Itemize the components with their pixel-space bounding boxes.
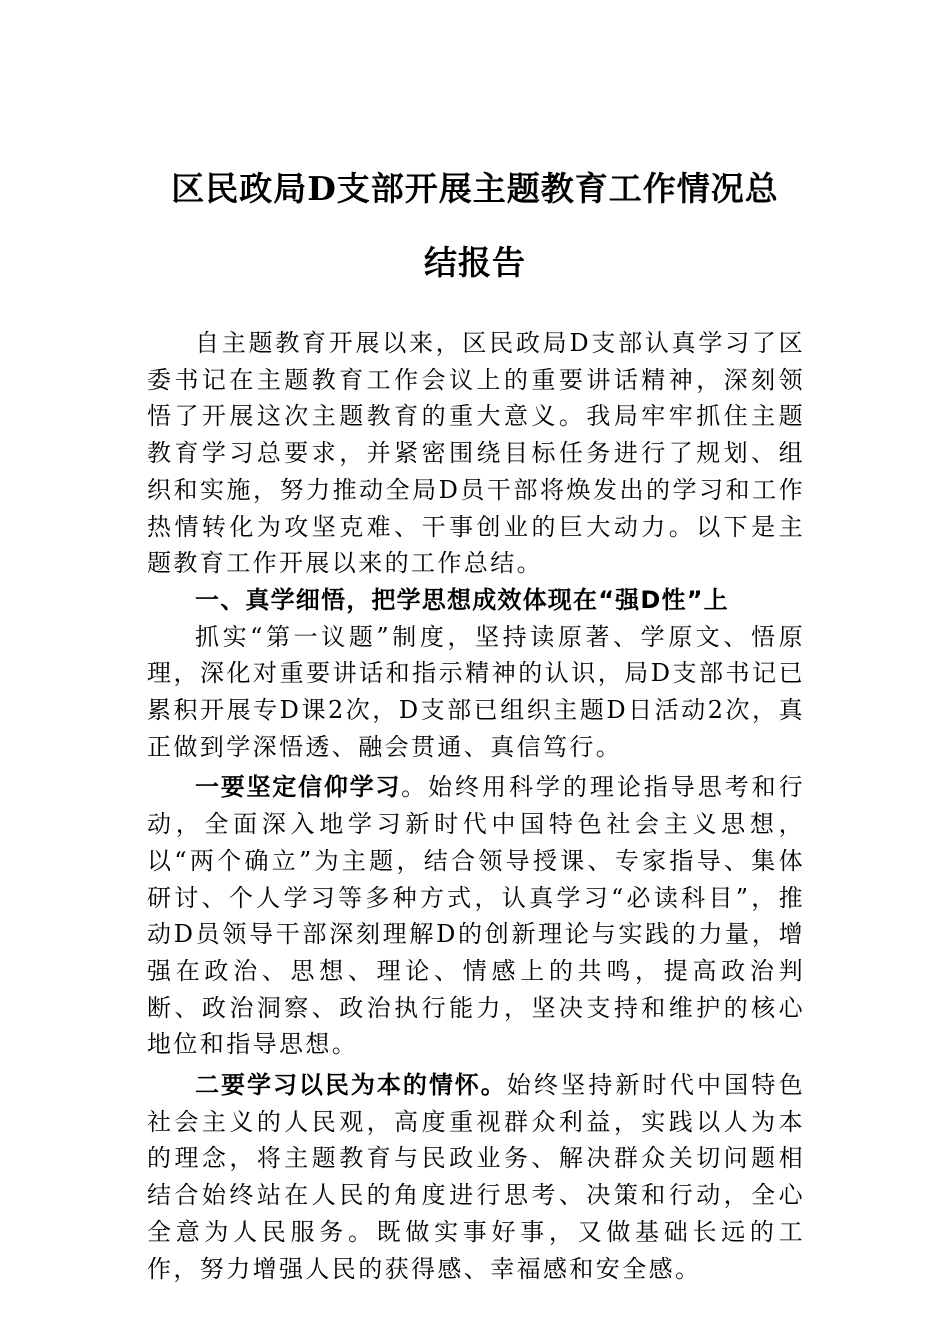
section-1-paragraph: 抓实“第一议题”制度，坚持读原著、学原文、悟原理，深化对重要讲话和指示精神的认识，局D支部书记已累积开展专D课2次，D支部已组织主题D日活动2次，真正做到学深悟透、融会贯通、真信笃行。 (147, 622, 805, 761)
item-1-paragraph (147, 769, 805, 1063)
item-2-lead: 二要学习以民为本的情怀。 (195, 1071, 507, 1100)
title-line-1: 区民政局D支部开展主题教育工作情况总 (171, 169, 779, 208)
intro-paragraph: 自主题教育开展以来，区民政局D支部认真学习了区委书记在主题教育工作会议上的重要讲话精神，深刻领悟了开展这次主题教育的重大意义。我局牢牢抓住主题教育学习总要求，并紧密围绕目标任务进行了规划、组织和实施，努力推动全局D员干部将焕发出的学习和工作热情转化为攻坚克难、干事创业的巨大动力。以下是主题教育工作开展以来的工作总结。 (147, 329, 805, 578)
title-line-2: 结报告 (424, 243, 526, 282)
item-1-text: 。始终用科学的理论指导思考和行动，全面深入地学习新时代中国特色社会主义思想，以“两个确立”为主题，结合领导授课、专家指导、集体研讨、个人学习等多种方式，认真学习“必读科目”，推动D员领导干部深刻理解D的创新理论与实践的力量，增强在政治、思想、理论、情感上的共鸣，提高政治判断、政治洞察、政治执行能力，坚决支持和维护的核心地位和指导思想。 (147, 773, 805, 1059)
item-2-paragraph (147, 1067, 805, 1287)
item-1-lead: 一要坚定信仰学习 (195, 773, 402, 802)
document-title (145, 152, 805, 300)
document-body (147, 325, 805, 1287)
item-2-text: 始终坚持新时代中国特色社会主义的人民观，高度重视群众利益，实践以人为本的理念，将主题教育与民政业务、解决群众关切问题相结合始终站在人民的角度进行思考、决策和行动，全心全意为人民服务。既做实事好事，又做基础长远的工作，努力增强人民的获得感、幸福感和安全感。 (147, 1071, 805, 1283)
section-1-heading: 一、真学细悟，把学思想成效体现在“强D性”上 (195, 585, 729, 614)
